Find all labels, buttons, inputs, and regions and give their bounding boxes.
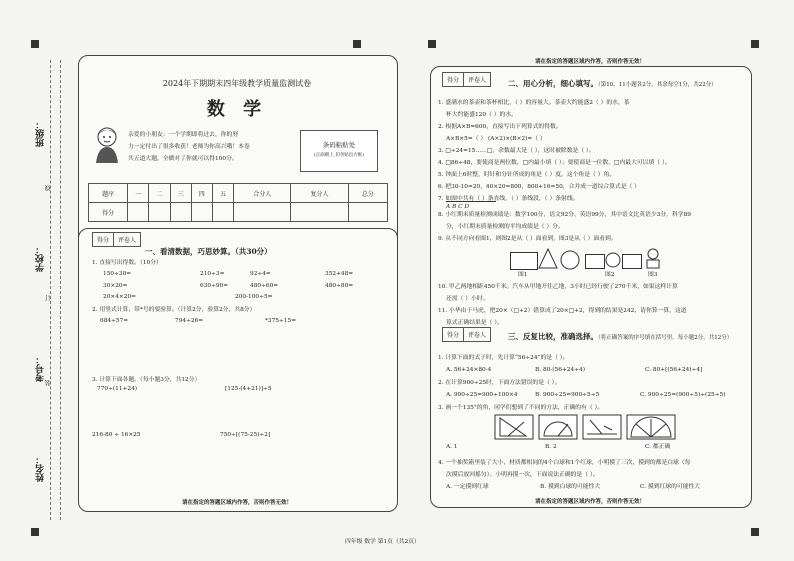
score-cell[interactable] [348, 203, 387, 222]
option: B. 2 [545, 444, 557, 450]
score-table-header: 五 [212, 184, 233, 203]
section3-title [508, 331, 732, 342]
grader-score-label: 得分 [443, 73, 464, 86]
grader-name-label: 评卷人 [118, 237, 137, 244]
calc-item: 92÷4= [250, 271, 271, 277]
section1-title: 一、看清数据，巧思妙算。（共30分） [145, 247, 272, 256]
exam-title: 2024年下期期末四年级教学质量监测试卷 [162, 79, 312, 88]
registration-mark [751, 528, 759, 536]
score-table [88, 183, 388, 222]
class-label: 班级： [36, 120, 46, 147]
calc-item: 630÷90= [200, 283, 229, 289]
question: 2. 用竖式计算，带*号的要验算。（计算2分，验算2分，共8分） [92, 307, 256, 313]
question: 2. 根据A×B=600，直接写出下列算式的得数。 [438, 124, 562, 130]
barcode-note: (正面朝上,切勿贴出方框) [314, 153, 364, 158]
grader-name-label: 评卷人 [468, 332, 487, 339]
geometry-letters: A B C D [446, 204, 470, 210]
calc-item: 750÷[(75-25)÷2] [220, 432, 271, 438]
option: B. 80-(56+24÷4) [535, 367, 585, 373]
score-cell[interactable] [234, 203, 291, 222]
footer-warning: 请在指定的答题区域内作答，否则作答无效！ [181, 500, 292, 506]
option: C. 900÷25=(900÷5)÷(25÷5) [640, 392, 726, 398]
option: B. 900÷25=900÷5÷5 [535, 392, 600, 398]
greeting-line: 共五道大题，全做对了你就可以得100分。 [128, 156, 238, 162]
calc-item: [125-(4+21)]÷5 [225, 386, 272, 392]
question: 次摸后放回摇匀）。小明再摸一次，下面说法正确的是（ ）。 [446, 472, 599, 478]
option: A. 56+24×80-4 [446, 367, 492, 373]
seal-label: 装 [45, 380, 52, 386]
sphere-figure [560, 250, 580, 270]
grader-score-label: 得分 [93, 233, 114, 246]
figure-label: 图3 [648, 272, 658, 278]
question: 1. 直接写出得数。（10分） [92, 260, 162, 266]
score-row-label: 得分 [89, 203, 128, 222]
section2-note: （第10、11小题各2分，其余每空1分，共22分） [598, 82, 717, 88]
grader-box [442, 72, 491, 87]
section3-note: （将正确答案的序号填在括号里。每小题2分，共12分） [598, 335, 733, 341]
question: 8. 小红期末质量检测成绩是：数学100分，语文92分，英语99分，其中语文比英语少3分，科学89 [438, 212, 691, 218]
name-label: 姓名： [36, 455, 46, 482]
question: 算式正确结果是（ ）。 [446, 320, 503, 326]
figure-label: 图2 [605, 272, 615, 278]
line-label: 线 [45, 185, 52, 191]
calc-item: 20×4×20= [103, 294, 137, 300]
greeting-line: 力一定付出了很多收获！老师为你高兴哦！本卷 [128, 144, 250, 150]
section3-title-text: 三、反复比较，准确选择。 [508, 332, 598, 341]
geometry-line [446, 201, 496, 202]
calc-item: 794÷26= [175, 318, 204, 324]
score-table-header: 复分人 [291, 184, 348, 203]
score-cell[interactable] [212, 203, 233, 222]
grader-name-label: 评卷人 [468, 77, 487, 84]
calc-item: 210÷3= [200, 271, 225, 277]
footer-warning: 请在指定的答题区域内作答，否则作答无效！ [534, 499, 645, 505]
figure-label: 图1 [518, 272, 528, 278]
calc-item: 480÷80= [325, 283, 354, 289]
bind-label: 订 [45, 295, 52, 301]
score-cell[interactable] [170, 203, 191, 222]
question: 4. 一个抽奖箱里装了大小、材质都相同的4个白球和1个红球，小明摸了三次，摸到的都是白球（每 [438, 460, 691, 466]
binding-line [60, 60, 61, 520]
question: 杯大约能盛120（ ）的水。 [446, 112, 517, 118]
question: A×B×5=（ ） (A×2)×(B×2)=（ ） [446, 136, 546, 142]
question: 1. 盛满水的茶壶和茶杯相比，（ ）的容量大。茶壶大约能盛2（ ）的水，茶 [438, 100, 630, 106]
question: 11. 小华由于马虎，把20×（□+2）错算成了20×□+2，得到的结果是242，请你算一算，这道 [438, 308, 687, 314]
score-cell[interactable] [191, 203, 212, 222]
question: 3. □÷24=15……□，余数最大是（ ），这时被除数是（ ）。 [438, 148, 595, 154]
greeting-line: 亲爱的小朋友：一个学期即将过去，你的努 [128, 132, 239, 138]
registration-mark [428, 40, 436, 48]
registration-mark [31, 40, 39, 48]
protractor-figure [626, 414, 676, 440]
option: A. 1 [446, 444, 458, 450]
teacher-cartoon-icon [90, 125, 124, 165]
binding-line [50, 60, 51, 520]
number-label: 考号： [36, 355, 46, 382]
score-cell[interactable] [128, 203, 149, 222]
question: 1. 计算下面的式子时，先计算“56÷24”的是（ ）。 [438, 355, 569, 361]
registration-mark [353, 40, 361, 48]
page-footer: 四年级 数学 第1页（共2页） [345, 539, 420, 545]
section2-title [508, 78, 717, 89]
question: 7. 如图中共有（ ）条直线，（ ）条线段，（ ）条射线。 [438, 196, 579, 202]
grader-score-label: 得分 [443, 328, 464, 341]
question: 5. 钟面上6时整，时针和分针所成的角是（ ）度，这个角是（ ）角。 [438, 172, 616, 178]
score-table-header: 题序 [89, 184, 128, 203]
cone-figure [538, 248, 558, 270]
barcode-title: 条码粘贴处 [322, 141, 356, 149]
section2-title-text: 二、用心分析，细心填写。 [508, 79, 598, 88]
top-warning: 请在指定的答题区域内作答，否则作答无效！ [534, 59, 645, 65]
option: A. 一定摸到红球 [446, 484, 489, 490]
question: 2. 在计算900÷25时，下面方法错误的是（ ）。 [438, 380, 561, 386]
calc-item: 216-80 ÷ 16×25 [92, 432, 141, 438]
calc-item: 200-100÷5= [235, 294, 273, 300]
calc-item: *375÷15= [265, 318, 297, 324]
score-cell[interactable] [149, 203, 170, 222]
question: 6. 把30-10=20，40×20=800，800+16=50，合并成一道综合算式是（ ） [438, 184, 640, 190]
question: 分，小红期末质量检测的平均成绩是（ ）分。 [446, 224, 564, 230]
view-rect-figure [585, 254, 605, 269]
question: 4. □86÷48，要使商是两位数，□内最小填（ ）；要使商是一位数，□内最大可以填（ ）。 [438, 160, 671, 166]
school-label: 学校： [36, 245, 46, 272]
score-table-header: 三 [170, 184, 191, 203]
score-table-header: 一 [128, 184, 149, 203]
calc-item: 684÷57= [100, 318, 129, 324]
calc-item: 150÷30= [103, 271, 132, 277]
view-rect-figure [622, 254, 642, 269]
view-circle-figure [605, 252, 621, 268]
cuboid-figure [510, 252, 538, 270]
grader-box [442, 327, 491, 342]
question: 3. 画一个135°的角，同学们想到了不同的方法，正确的有（ ）。 [438, 405, 604, 411]
option: B. 摸到白球的可能性大 [540, 484, 601, 490]
score-cell[interactable] [291, 203, 348, 222]
option: C. 都正确 [645, 444, 671, 450]
question: 10. 甲乙两地相距450千米。汽车从甲地开往乙地，3小时已经行驶了270千米，如果这样计算 [438, 284, 678, 290]
score-table-header: 合分人 [234, 184, 291, 203]
question: 9. 从不同方向看图1，则图2是从（ ）面看到，图3是从（ ）面看到。 [438, 236, 617, 242]
subject-title: 数 学 [206, 99, 268, 120]
option: C. 80+[(56+24)÷4] [645, 367, 703, 373]
registration-mark [751, 40, 759, 48]
barcode-box [300, 130, 378, 172]
calc-item: 480÷60= [250, 283, 279, 289]
angle-figure [582, 414, 622, 440]
score-table-header: 二 [149, 184, 170, 203]
calc-item: 352+48= [325, 271, 354, 277]
score-table-header: 总分 [348, 184, 387, 203]
question: 还需（ ）小时。 [446, 296, 489, 302]
option: A. 900÷25=900÷100×4 [446, 392, 518, 398]
score-table-header: 四 [191, 184, 212, 203]
grader-box [92, 232, 141, 247]
view-stack-figure [645, 248, 661, 270]
set-square-figure [494, 414, 534, 440]
registration-mark [31, 528, 39, 536]
protractor-figure [538, 414, 578, 440]
question: 3. 计算下面各题。（每小题3分，共12分） [92, 377, 201, 383]
calc-item: 770÷(11+24) [97, 386, 138, 392]
calc-item: 30×20= [103, 283, 128, 289]
option: C. 摸到红球的可能性大 [640, 484, 701, 490]
